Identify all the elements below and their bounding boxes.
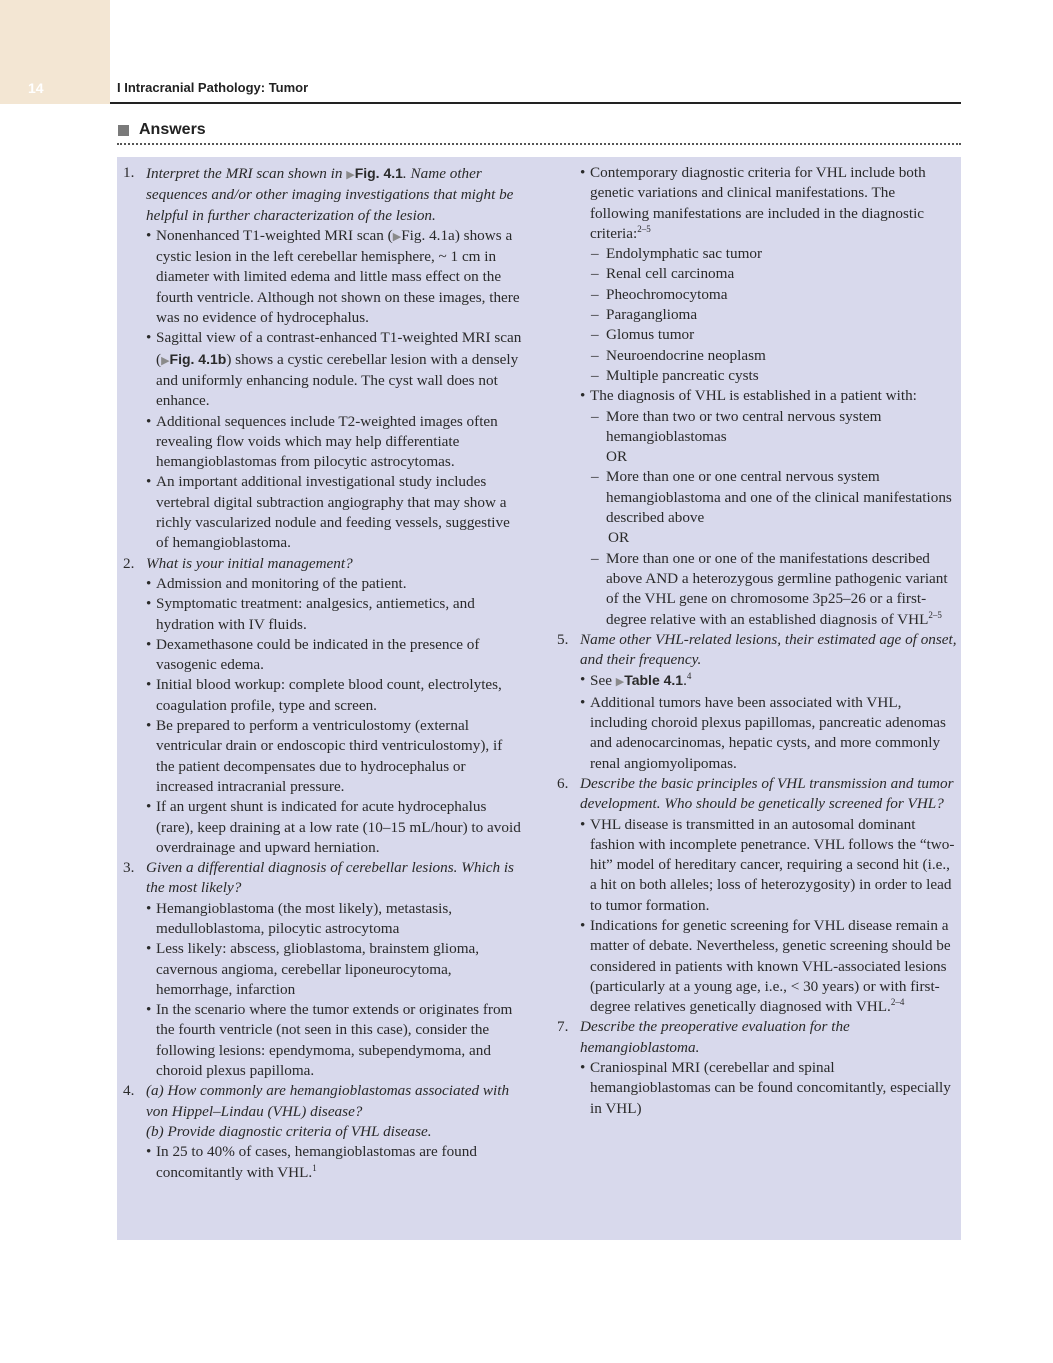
page-tab — [0, 0, 110, 104]
dash-item: – Endolymphatic sac tumor — [591, 245, 763, 263]
bullet-item: • Additional tumors have been associated with VHL, including choroid plexus papillomas, pancreatic adenomas and adenocarcinomas, hepatic cysts, and more commonly renal angiomyolipomas. — [580, 693, 957, 774]
bullet-item: • Less likely: abscess, glioblastoma, brainstem glioma, cavernous angioma, cerebellar liponeurocytoma, hemorrhage, infarction — [146, 939, 523, 1000]
bullet-item: • Sagittal view of a contrast-enhanced T1-weighted MRI scan (▶Fig. 4.1b) shows a cystic cerebellar lesion with a densely and uniformly enhancing nodule. The cyst wall does not enhance. — [146, 328, 523, 411]
dotted-divider — [117, 143, 961, 145]
square-bullet-icon — [118, 125, 129, 136]
dash-item: – More than one or one of the manifestations described above AND a heterozygous germline pathogenic variant of the VHL gene on chromosome 3p25–26 or a first-degree relative with an established diagnosis of VHL$^{2-5}$ — [591, 549, 948, 628]
bullet-item: • Indications for genetic screening for VHL disease remain a matter of debate. Nevertheless, genetic screening should be considered in patients with known VHL-associated lesions (particularly at a young age, i.e., < 30 years) or with first-degree relatives genetically diagnosed with VHL.$^{2-4}$ — [580, 916, 957, 1017]
left-column — [123, 163, 523, 1183]
bullet-item: • Be prepared to perform a ventriculostomy (external ventricular drain or endoscopic third ventriculostomy), if the patient decompensates due to hydrocephalus or increased intracranial pressure. — [146, 716, 523, 797]
table-link[interactable]: Table 4.1 — [624, 672, 684, 689]
figure-link[interactable]: Fig. 4.1b — [169, 350, 227, 367]
triangle-icon: ▶ — [615, 676, 625, 689]
right-column — [557, 163, 957, 1119]
bullet-item: • Dexamethasone could be indicated in the presence of vasogenic edema. — [146, 635, 523, 676]
bullet-item: • If an urgent shunt is indicated for acute hydrocephalus (rare), keep draining at a low rate (10–15 mL/hour) to avoid overdrainage and upward herniation. — [146, 797, 523, 858]
question-4: 4. (a) How commonly are hemangioblastomas associated with von Hippel–Lindau (VHL) disease? (b) Provide diagnostic criteria of VHL disease. — [123, 1082, 510, 1140]
question-1: 1. Interpret the MRI scan shown in ▶Fig. 4.1. Name other sequences and/or other imaging investigations that might be helpful in further characterization of the lesion. — [123, 164, 514, 224]
section-title-text: Answers — [139, 121, 206, 138]
question-2: 2. What is your initial management? — [123, 554, 353, 572]
bullet-item: • Symptomatic treatment: analgesics, antiemetics, and hydration with IV fluids. — [146, 594, 523, 635]
triangle-icon: ▶ — [392, 230, 402, 243]
figure-link[interactable]: Fig. 4.1a — [401, 226, 455, 244]
question-7: 7. Describe the preoperative evaluation for the hemangioblastoma. — [557, 1018, 850, 1056]
bullet-item: • In 25 to 40% of cases, hemangioblastomas are found concomitantly with VHL.$^1$ — [146, 1142, 523, 1183]
bullet-item: • Hemangioblastoma (the most likely), metastasis, medulloblastoma, pilocytic astrocytoma — [146, 899, 523, 940]
bullet-item: • Nonenhanced T1-weighted MRI scan (▶Fig. 4.1a) shows a cystic lesion in the left cerebellar hemisphere, ~ 1 cm in diameter with limited edema and little mass effect on the fourth ventricle. Although not shown on these images, there was no evidence of hydrocephalus. — [146, 226, 523, 328]
or-label: OR — [606, 448, 628, 466]
running-head: I Intracranial Pathology: Tumor — [117, 80, 309, 95]
header-rule — [110, 102, 961, 104]
bullet-item: • See ▶Table 4.1.$^4$ — [580, 670, 957, 692]
question-5: 5. Name other VHL-related lesions, their estimated age of onset, and their frequency. — [557, 630, 957, 669]
bullet-item: • Admission and monitoring of the patient. — [146, 574, 523, 594]
question-3: 3. Given a differential diagnosis of cerebellar lesions. Which is the most likely? — [123, 859, 514, 897]
or-label: OR — [608, 529, 630, 547]
dash-item: – Pheochromocytoma — [591, 285, 728, 303]
dash-item: – Multiple pancreatic cysts — [591, 366, 759, 384]
question-6: 6. Describe the basic principles of VHL transmission and tumor development. Who should be genetically screened for VHL? — [557, 774, 954, 813]
triangle-icon: ▶ — [346, 169, 355, 181]
section-title — [118, 121, 206, 139]
bullet-item: • In the scenario where the tumor extends or originates from the fourth ventricle (not seen in this case), consider the following lesions: ependymoma, subependymoma, and choroid plexus papilloma. — [146, 1000, 523, 1081]
bullet-item: • Initial blood workup: complete blood count, electrolytes, coagulation profile, type and screen. — [146, 675, 523, 716]
bullet-item: • Contemporary diagnostic criteria for VHL include both genetic variations and clinical manifestations. The following manifestations are included in the diagnostic criteria:$^{2-5}$ — [580, 163, 957, 244]
dash-item: – Glomus tumor — [591, 326, 695, 344]
bullet-item: • The diagnosis of VHL is established in a patient with: — [580, 386, 957, 406]
page-number: 14 — [28, 80, 44, 96]
dash-item: – Renal cell carcinoma — [591, 265, 735, 283]
bullet-item: • An important additional investigational study includes vertebral digital subtraction angiography that may show a richly vascularized nodule and feeding vessels, suggestive of hemangioblastoma. — [146, 472, 523, 553]
dash-item: – Neuroendocrine neoplasm — [591, 346, 766, 364]
bullet-item: • Additional sequences include T2-weighted images often revealing flow voids which may help differentiate hemangioblastomas from pilocytic astrocytomas. — [146, 412, 523, 473]
figure-link[interactable]: Fig. 4.1 — [354, 165, 403, 181]
triangle-icon: ▶ — [161, 354, 170, 367]
dash-item: – Paraganglioma — [591, 306, 698, 324]
bullet-item: • Craniospinal MRI (cerebellar and spinal hemangioblastomas can be found concomitantly, especially in VHL) — [580, 1058, 957, 1119]
bullet-item: • VHL disease is transmitted in an autosomal dominant fashion with incomplete penetrance. VHL follows the “two-hit” model of hereditary cancer, requiring a second hit (i.e., a hit on both alleles; loss of heterozygosity) in order to lead to tumor formation. — [580, 815, 957, 916]
dash-item: – More than two or two central nervous system hemangioblastomas — [591, 407, 882, 445]
dash-item: – More than one or one central nervous system hemangioblastoma and one of the clinical manifestations described above — [591, 468, 952, 527]
